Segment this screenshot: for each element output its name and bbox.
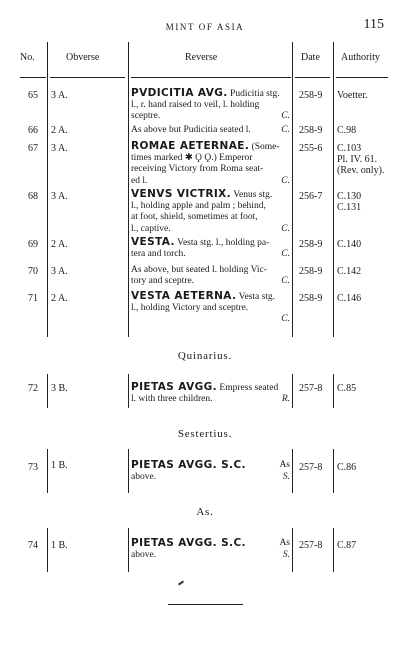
- reverse-text: As above but Pudicitia seated l.: [131, 125, 251, 135]
- entry-number: 74: [28, 540, 38, 551]
- entry-obverse: 3 A.: [51, 191, 68, 202]
- reverse-text: l., holding Victory and sceptre.: [131, 303, 249, 314]
- reverse-text: tory and sceptre.: [131, 276, 195, 287]
- entry-obverse: 3 A.: [51, 143, 68, 154]
- reverse-legend: VENVS VICTRIX.: [131, 188, 232, 200]
- entry-obverse: 3 B.: [51, 383, 68, 394]
- entry-authority: C.86: [337, 462, 357, 473]
- column-header-date: Date: [301, 52, 320, 63]
- entry-reverse: [131, 237, 290, 260]
- authority-line: C.131: [337, 202, 362, 214]
- entry-reverse: [131, 189, 290, 235]
- entry-number: 73: [28, 462, 38, 473]
- entry-reverse: [131, 125, 290, 136]
- entry-number: 66: [28, 125, 38, 136]
- reverse-legend: PVDICITIA AVG.: [131, 87, 228, 99]
- rarity-mark: C.: [281, 175, 290, 186]
- rarity-mark: C.: [281, 276, 290, 287]
- entry-number: 70: [28, 266, 38, 277]
- reverse-text: sceptre.: [131, 111, 161, 122]
- authority-line: C.130: [337, 191, 362, 202]
- entry-reverse: [131, 88, 290, 123]
- column-rule: [128, 374, 129, 408]
- entry-reverse: [131, 538, 290, 561]
- reverse-legend: PIETAS AVGG. S.C.: [131, 537, 246, 549]
- entry-obverse: 1 B.: [51, 460, 68, 471]
- reverse-legend: VESTA.: [131, 236, 175, 248]
- column-rule: [47, 42, 48, 337]
- header-rule: [336, 77, 388, 78]
- entry-number: 65: [28, 90, 38, 101]
- entry-authority: [337, 143, 384, 177]
- entry-authority: C.140: [337, 239, 362, 250]
- entry-obverse: 1 B.: [51, 540, 68, 551]
- page-number: 115: [363, 17, 384, 32]
- reverse-text: Venus stg.: [233, 190, 273, 200]
- reverse-text: l., captive.: [131, 223, 171, 234]
- entry-date: 258-9: [299, 90, 323, 101]
- rarity-mark: C.: [281, 314, 290, 325]
- rarity-mark: C.: [281, 249, 290, 260]
- column-rule: [333, 42, 334, 337]
- rarity-mark: S.: [282, 550, 290, 561]
- authority-line: Pl. IV. 61.: [337, 154, 378, 166]
- entry-number: 69: [28, 239, 38, 250]
- section-heading-quinarius: Quinarius.: [177, 350, 233, 362]
- entry-date: 258-9: [299, 125, 323, 136]
- rarity-mark: S.: [282, 472, 290, 483]
- reverse-text: receiving Victory from Roma seat-: [131, 164, 264, 175]
- reverse-text: As: [279, 538, 290, 548]
- entry-number: 72: [28, 383, 38, 394]
- entry-number: 67: [28, 143, 38, 154]
- header-rule: [131, 77, 291, 78]
- entry-date: 258-9: [299, 293, 323, 304]
- section-heading-as: As.: [196, 506, 214, 518]
- closing-rule: [168, 604, 243, 605]
- entry-obverse: 3 A.: [51, 90, 68, 101]
- entry-reverse: [131, 382, 290, 405]
- reverse-text: l., holding apple and palm ; behind,: [131, 201, 266, 212]
- entry-authority: Voetter.: [337, 90, 368, 101]
- entry-date: 257-8: [299, 383, 323, 394]
- column-rule: [47, 374, 48, 408]
- section-heading-sestertius: Sestertius.: [177, 428, 233, 440]
- column-rule: [128, 42, 129, 337]
- reverse-text: above.: [131, 550, 157, 561]
- entry-reverse: [131, 265, 290, 287]
- rarity-mark: R.: [281, 394, 290, 405]
- entry-number: 71: [28, 293, 38, 304]
- entry-authority: C.87: [337, 540, 357, 551]
- column-header-authority: Authority: [341, 52, 380, 63]
- column-rule: [47, 449, 48, 493]
- column-rule: [333, 374, 334, 408]
- entry-obverse: 2 A.: [51, 239, 68, 250]
- column-rule: [333, 449, 334, 493]
- header-rule: [295, 77, 330, 78]
- column-header-reverse: Reverse: [185, 52, 218, 63]
- entry-date: 256-7: [299, 191, 323, 202]
- column-header-obverse: Obverse: [66, 52, 100, 63]
- column-rule: [128, 449, 129, 493]
- entry-date: 257-8: [299, 540, 323, 551]
- rarity-mark: C.: [281, 125, 290, 135]
- entry-authority: [337, 191, 361, 213]
- column-rule: [292, 449, 293, 493]
- entry-date: 255-6: [299, 143, 323, 154]
- entry-reverse: [131, 291, 290, 326]
- reverse-text: tera and torch.: [131, 249, 186, 260]
- entry-number: 68: [28, 191, 38, 202]
- reverse-legend: ROMAE AETERNAE.: [131, 140, 250, 152]
- reverse-text: l. with three children.: [131, 394, 213, 405]
- rarity-mark: C.: [281, 223, 290, 234]
- authority-line: C.103: [337, 143, 362, 154]
- entry-obverse: 2 A.: [51, 125, 68, 136]
- reverse-text: ed l.: [131, 175, 148, 186]
- reverse-legend: PIETAS AVGG. S.C.: [131, 459, 246, 471]
- reverse-legend: VESTA AETERNA.: [131, 290, 237, 302]
- entry-authority: C.98: [337, 125, 357, 136]
- entry-date: 258-9: [299, 239, 323, 250]
- reverse-legend: PIETAS AVGG.: [131, 381, 218, 393]
- column-rule: [292, 42, 293, 337]
- ink-mark: [178, 580, 184, 585]
- column-rule: [292, 528, 293, 572]
- reverse-text: Vesta stg.: [238, 292, 276, 302]
- reverse-text: Empress seated: [219, 383, 279, 393]
- entry-reverse: [131, 141, 290, 187]
- reverse-text: times marked ✱ Ϙ Ϙ.) Emperor: [131, 153, 253, 164]
- reverse-text: at foot, shield, sometimes at foot,: [131, 212, 258, 223]
- header-rule: [50, 77, 125, 78]
- entry-authority: C.142: [337, 266, 362, 277]
- entry-obverse: 2 A.: [51, 293, 68, 304]
- entry-reverse: [131, 460, 290, 483]
- column-header-no: No.: [20, 52, 35, 63]
- authority-line: (Rev. only).: [337, 165, 385, 177]
- column-rule: [47, 528, 48, 572]
- entry-date: 257-8: [299, 462, 323, 473]
- entry-authority: C.85: [337, 383, 357, 394]
- column-rule: [292, 374, 293, 408]
- entry-date: 258-9: [299, 266, 323, 277]
- entry-authority: C.146: [337, 293, 362, 304]
- running-title: MINT OF ASIA: [165, 22, 245, 32]
- entry-obverse: 3 A.: [51, 266, 68, 277]
- header-rule: [20, 77, 46, 78]
- column-rule: [128, 528, 129, 572]
- reverse-text: l., r. hand raised to veil, l. holding: [131, 100, 260, 111]
- reverse-text: Vesta stg. l., holding pa-: [177, 238, 270, 248]
- reverse-text: Pudicitia stg.: [230, 89, 280, 99]
- reverse-text: (Some-: [251, 142, 280, 152]
- reverse-text: As above, but seated l. holding Vic-: [131, 265, 267, 275]
- column-rule: [333, 528, 334, 572]
- rarity-mark: C.: [281, 111, 290, 122]
- reverse-text: above.: [131, 472, 157, 483]
- reverse-text: As: [279, 460, 290, 470]
